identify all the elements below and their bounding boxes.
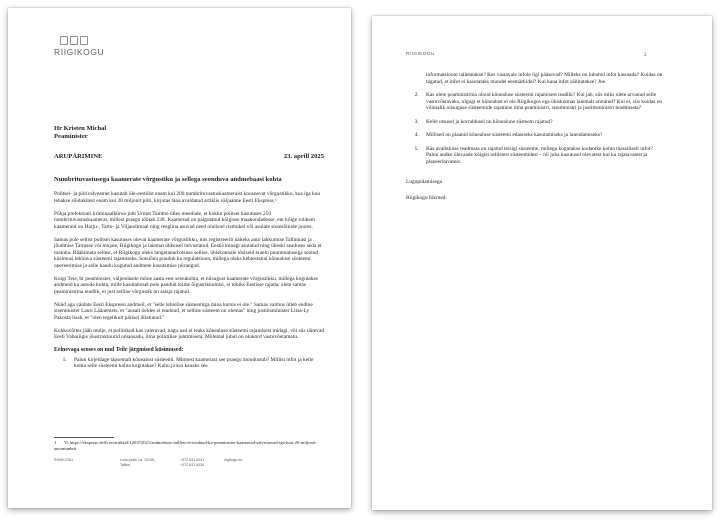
footer-address: Lossi plats 1a, 15165, Tallinn	[120, 458, 155, 468]
paragraph: Nüüd aga väidate Eesti Ekspressi andmeil, et "selle tehnilise süsteemiga mina kursis ei ole." Samas vaimus ütleb endine siseminister Lauri Läänemets, et "ausalt öeldes ei teadnud, et selline süsteem on olemas" ning justiitsminister Liisa-Ly Pakosta lisab, et "olen tegelikult pärisel üllatunud."	[54, 301, 313, 321]
doc-date: 23. aprill 2025	[283, 153, 324, 160]
document-page-2	[372, 16, 712, 510]
footer-org: RIIGIKOGU	[54, 458, 73, 462]
paragraph: Põhja prefektuuri kriminaalbüroo juht Urmet Tambre ütles meediale, et kokku politsei kasutuses 250 numbrituvastuskaamerat, millest praegu töötab 228. Kaamerad on paigutatud kõigisse maakondadesse, ent kõige rohkem kaameraid on Harju-, Tartu- ja Viljandimaal ning reeglina asuvad need olulistel ristmikel või asulate sissesõitude juures.	[54, 210, 315, 230]
recipient-title: Peaminister	[54, 133, 88, 140]
doc-body-continued	[406, 72, 664, 210]
logo-text: RIIGIKOGU	[54, 47, 105, 57]
questions-list	[54, 357, 326, 370]
closing-block	[406, 179, 664, 201]
paragraph: Politsei- ja piirivalveamet kasutab üle-eestilist enam kui 200 numbrituvastuskaameraist koosnevat võrgustikku, kus iga kuu tehakse sõidukitest enam kui 20 miljonit pilti, kirjutas täna avaldatud artiklis väljaanne Eesti Ekspress.¹	[54, 191, 321, 204]
question-1-continued: informatsiooni talletatakse? Kes vastavale infole ligi pääsevad? Milleks on lubatud infot kasutada? Kuidas on tagatud, et infot ei kasutataks mundel eesmärkidel? Kui kaua infot säilitatakse? Jne.	[426, 72, 663, 85]
paragraph: Samas pole sellist politsei kasutuses olevat kaamerate võrgustikku, mis registreerib näiteks auto lahkumise Tallinnast ja jõudmise Tartusse või mujale, Riigikogu ja laiemal üldsusel tutvustatud. Eestis kunagi arutatud ning üheski seaduses seda ei mainita. Rääkimata sellest, et Riigikogu oleks langetanud otsuse sellise, ühiskonnale tõsiseid eraelu puutumatusega seotud küsimusi tekitava süsteemi rajamiseks. Sotsiõnu puudub ka regulatsioon, millega oleks kehtestatud kõnealuse süsteemi opereerimise ja selle kaudu kogutud andmete kasutamise piirangud.	[54, 236, 322, 269]
footer-web[interactable]: riigikogu.ee	[224, 458, 243, 462]
riigikogu-emblem-icon	[54, 36, 94, 45]
question-item: 5. Kas avalikkuse teadmata on rajatud teisigi süsteeme, millega kogutakse kodanike kohta massiliselt infot? Palun andke ülevaade kõigist sellistest süsteemidest – nii juba kasutusel olevatest kui ka rajatavatest ja planeeritavatest.	[420, 146, 664, 166]
recipient-name: Hr Kristen Michal	[54, 125, 107, 132]
footnote	[54, 440, 322, 451]
doc-body	[54, 191, 326, 375]
meta-row	[54, 153, 324, 160]
footnote-link[interactable]: Vt https://ekspress.delfi.ee/artikkel/120372021/andmebaas-millest-ei-teadnud-ka-peaminister-kaamerad-salvestavad-iga-kuu-20-miljonit-automunbrit	[54, 440, 317, 451]
doc-subject: Numbrituvastusega kaamerate võrgustiku ja sellega seonduva andmebaasi kohta	[54, 176, 282, 183]
question-item: 4. Millised on plaanid kõnealuse süsteemi edasiseks kasutamiseks ja laiendamiseks?	[420, 132, 664, 139]
footer-phone: +372 631 6331	[180, 458, 205, 462]
questions-list-continued	[406, 92, 664, 165]
signature-label: Riigikogu liikmed:	[406, 194, 447, 201]
footer-fax: +372 631 6334	[180, 463, 205, 468]
footnote-number: 1	[54, 440, 57, 445]
paragraph: Kokkuvõttes jääb mulje, et poliitikud kas valetavad, nagu nad ei teaks kõnealuse süsteemi rajamisest midagi, või siis täitevad Eesti Vabariigis jõustruktuurid omaosadu, ilma poliitilise juhtimiseta. Mõlemal juhul on olukord vastuvõetamatu.	[54, 327, 325, 340]
paragraph: Kuigi Teie, hr peaminister, väljendasite mõne aasta eest seisukohta, et niisugust kaamerate võrgustikku, millega kogutakse andmeid ka autode kohta, mille kasutamisel pole pandud toime õigusrikkumisi, ei tohiks Eestisse rajada, olete samas peaministrina teadlik, et just selline võrgustik on salaja rajatud.	[54, 275, 318, 295]
page-header: RIIGIKOGU	[406, 52, 435, 57]
question-item: 2. Kas olete peaministrina olnud kõnealuse süsteemi rajamisest teadlik? Kui jah, siis miks olete arvanud selle vastuvõetavaks, olgugi et kõnealust ei ole Riigikogus ega ühiskonnas laiemalt arutatud? Kui ei, siis kuidas on võimalik niisuguse süsteemide rajamine ilma peaministri, siseministri ja justiitsministri teadmiseta?	[420, 92, 664, 112]
question-item: 1. Palun kirjeldage täpsemalt kõnealust süsteemi. Mitmest kaamerast see praegu moodustub? Millist infot ja kelle kohta selle süsteemi kohta kogutakse? Kuhu ja kui kauaks see	[68, 357, 326, 370]
question-item: 3. Kelle otsusel ja korraldusel on kõnealune süsteem rajatud?	[420, 119, 664, 126]
footnote-divider	[54, 437, 114, 438]
doc-type: ARUPÄRIMINE	[54, 153, 103, 160]
closing-salutation: Lugupidamisega	[406, 179, 442, 185]
questions-heading: Eelnevaga seoses on mul Teile järgmised küsimused:	[54, 347, 184, 353]
recipient-block	[54, 125, 106, 141]
document-page-1	[8, 8, 351, 508]
riigikogu-logo	[54, 36, 105, 57]
page-number: 2	[644, 53, 647, 58]
